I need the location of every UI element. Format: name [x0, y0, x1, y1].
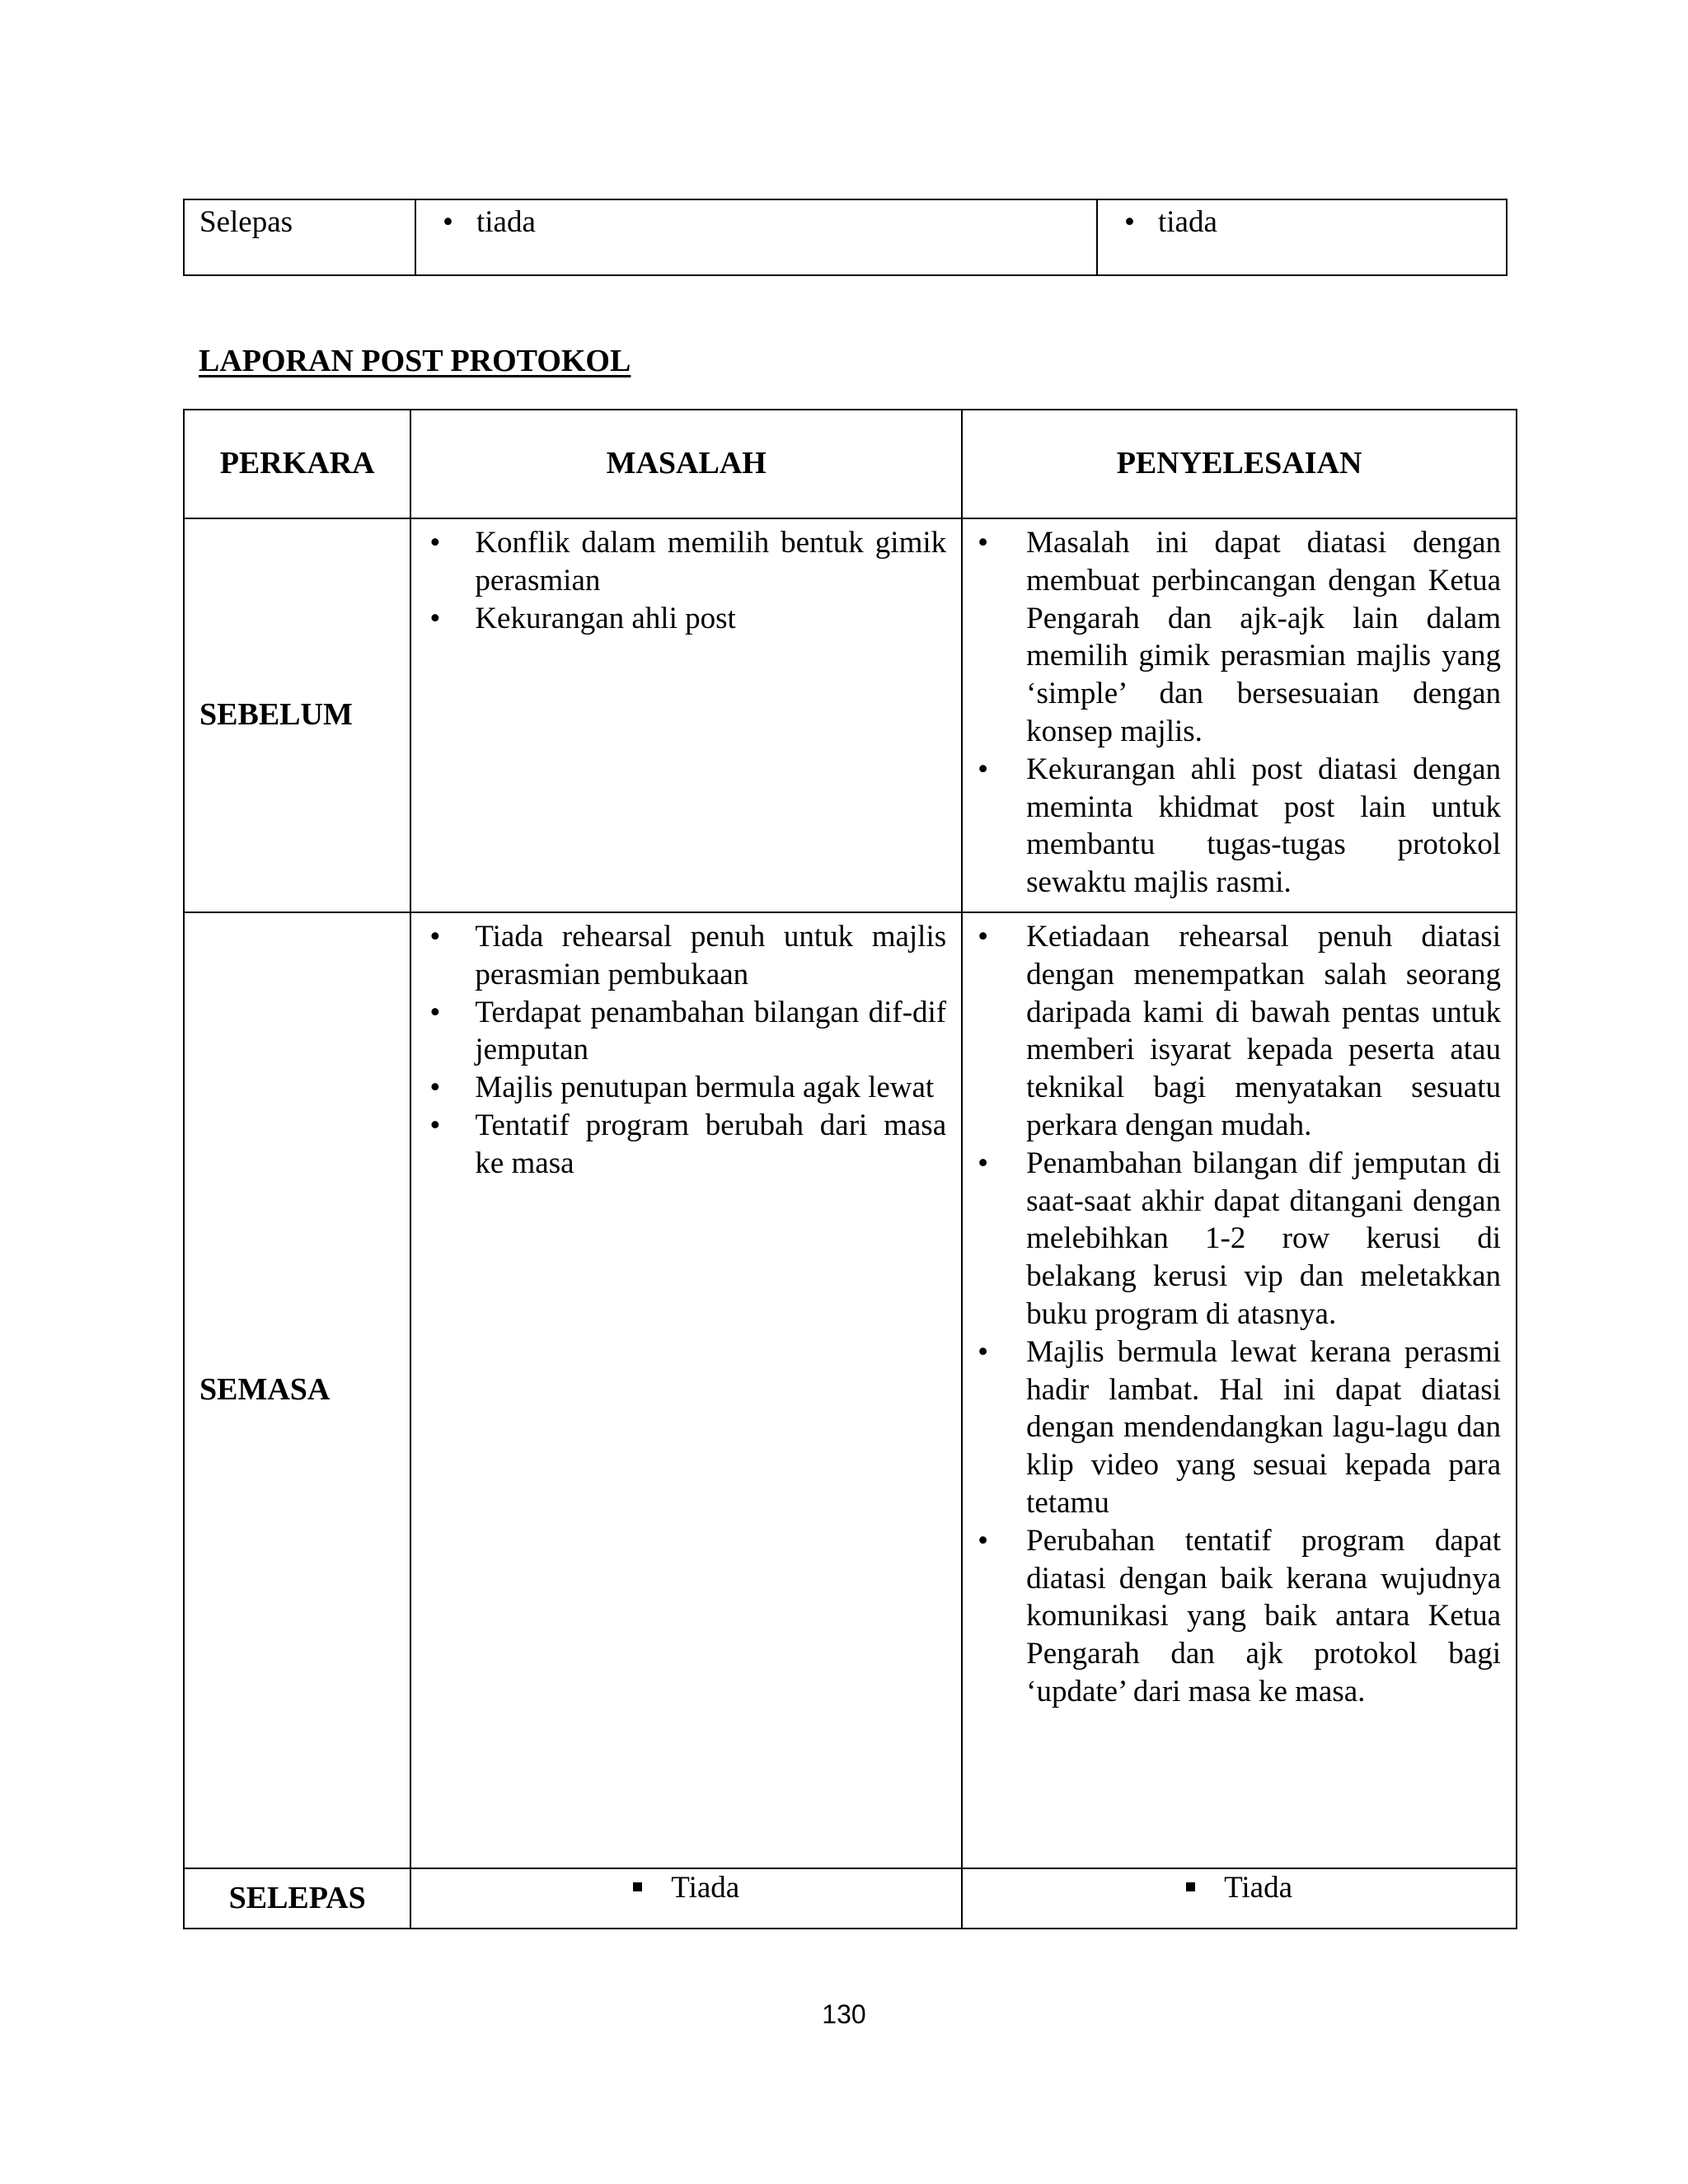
list-item: • Kekurangan ahli post	[411, 600, 946, 638]
list-item: Tiada	[671, 1871, 740, 1905]
row-label-selepas: Selepas	[184, 199, 415, 275]
list-item: • Kekurangan ahli post diatasi dengan meminta khidmat post lain untuk membantu tugas-tugas protokol sewaktu majlis rasmi.	[963, 751, 1501, 902]
list-item: • Tentatif program berubah dari masa ke masa	[411, 1107, 946, 1183]
masalah-cell	[410, 1868, 962, 1929]
bullet-list	[411, 524, 946, 637]
bullet-list	[431, 205, 1081, 240]
row-label-selepas: SELEPAS	[184, 1868, 410, 1929]
list-item: Tiada	[1224, 1871, 1293, 1905]
masalah-cell	[410, 912, 962, 1868]
penyelesaian-cell	[962, 518, 1517, 912]
table-row	[184, 199, 1507, 275]
section-heading: LAPORAN POST PROTOKOL	[199, 344, 631, 378]
square-bullet-icon	[1186, 1882, 1195, 1891]
bullet-list	[1113, 205, 1491, 240]
header-perkara: PERKARA	[184, 410, 410, 518]
header-penyelesaian: PENYELESAIAN	[962, 410, 1517, 518]
penyelesaian-cell	[1097, 199, 1507, 275]
row-label-sebelum: SEBELUM	[184, 518, 410, 912]
list-item: • Konflik dalam memilih bentuk gimik perasmian	[411, 524, 946, 600]
table-row-sebelum	[184, 518, 1517, 912]
list-item: • Perubahan tentatif program dapat diatasi dengan baik kerana wujudnya komunikasi yang baik antara Ketua Pengarah dan ajk protokol bagi ‘update’ dari masa ke masa.	[963, 1522, 1501, 1711]
list-item: • tiada	[1113, 205, 1491, 240]
square-bullet-icon	[633, 1882, 642, 1891]
table-row-selepas	[184, 1868, 1517, 1929]
list-item: • Penambahan bilangan dif jemputan di saat-saat akhir dapat ditangani dengan melebihkan 1-2 row kerusi di belakang kerusi vip dan meletakkan buku program di atasnya.	[963, 1145, 1501, 1333]
masalah-cell	[415, 199, 1097, 275]
penyelesaian-cell	[962, 1868, 1517, 1929]
list-item: • Ketiadaan rehearsal penuh diatasi dengan menempatkan salah seorang daripada kami di bawah pentas untuk memberi isyarat kepada peserta atau teknikal bagi menyatakan sesuatu perkara dengan mudah.	[963, 918, 1501, 1145]
masalah-cell	[410, 518, 962, 912]
header-row	[184, 410, 1517, 518]
list-item: • Majlis bermula lewat kerana perasmi hadir lambat. Hal ini dapat diatasi dengan mendendangkan lagu-lagu dan klip video yang sesuai kepada para tetamu	[963, 1333, 1501, 1522]
row-label-semasa: SEMASA	[184, 912, 410, 1868]
list-item: • Tiada rehearsal penuh untuk majlis perasmian pembukaan	[411, 918, 946, 994]
continued-table	[183, 199, 1507, 276]
bullet-list	[963, 524, 1501, 902]
list-item: • tiada	[431, 205, 1081, 240]
page-number: 130	[822, 1999, 866, 2029]
bullet-list	[411, 918, 946, 1183]
list-item: • Masalah ini dapat diatasi dengan membuat perbincangan dengan Ketua Pengarah dan ajk-ajk lain dalam memilih gimik perasmian majlis yang ‘simple’ dan bersesuaian dengan konsep majlis.	[963, 524, 1501, 751]
list-item: • Majlis penutupan bermula agak lewat	[411, 1069, 946, 1107]
penyelesaian-cell	[962, 912, 1517, 1868]
header-masalah: MASALAH	[410, 410, 962, 518]
bullet-list	[963, 918, 1501, 1711]
list-item: • Terdapat penambahan bilangan dif-dif jemputan	[411, 994, 946, 1070]
table-row-semasa	[184, 912, 1517, 1868]
post-protokol-table	[183, 409, 1517, 1929]
